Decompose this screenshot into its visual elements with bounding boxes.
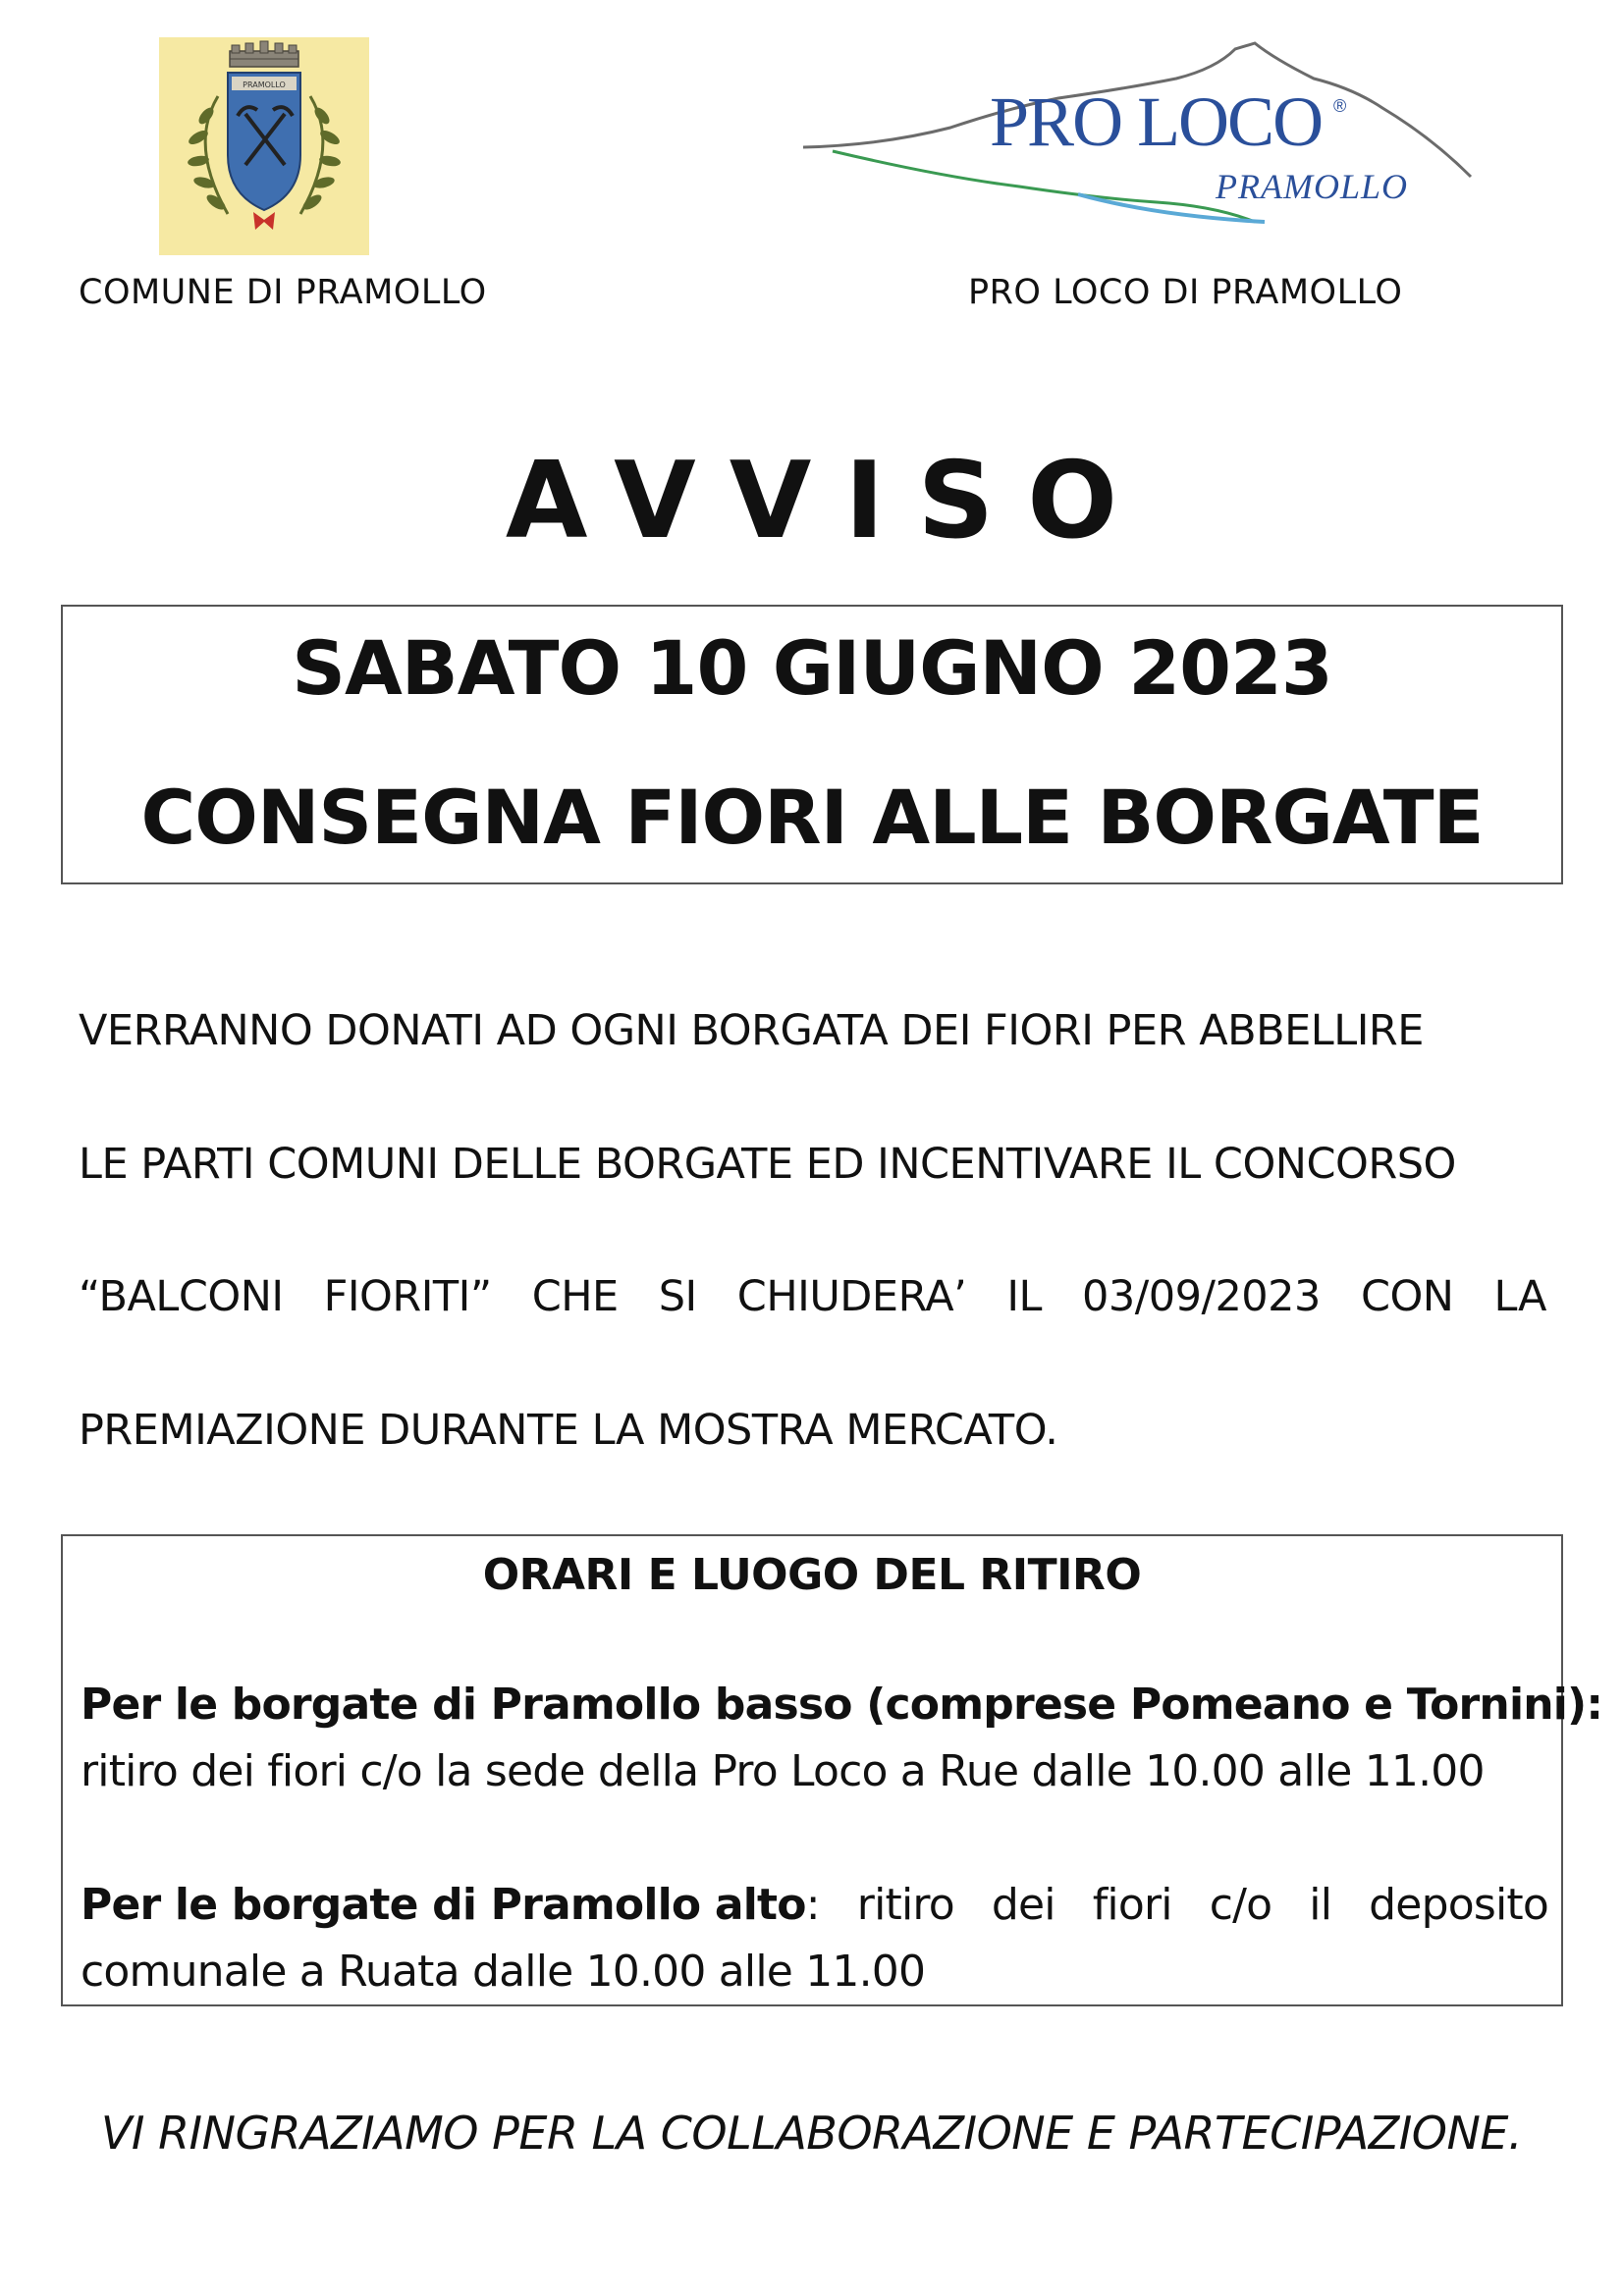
proloco-caption: PRO LOCO DI PRAMOLLO [968,273,1403,312]
body-word: IL [1006,1272,1042,1321]
event-date: SABATO 10 GIUGNO 2023 [292,624,1332,712]
pickup-word: deposito [1369,1880,1548,1930]
event-title: CONSEGNA FIORI ALLE BORGATE [140,774,1484,861]
body-word: SI [658,1272,697,1321]
body-word: CHE [531,1272,619,1321]
body-word: LA [1493,1272,1546,1321]
comune-caption: COMUNE DI PRAMOLLO [79,273,487,312]
event-box [61,605,1563,884]
pickup-alto-heading: Per le borgate di Pramollo alto [81,1880,806,1930]
notice-heading: AVVISO [505,440,1152,562]
proloco-logo [803,29,1490,245]
pickup-box [61,1534,1603,2006]
pickup-alto-line-1: Per le borgate di Pramollo alto: ritiro dei fiori c/o il deposito [81,1880,1548,1930]
pickup-basso-heading [81,1680,1603,1730]
body-word: CHIUDERA’ [736,1272,967,1321]
pickup-word: c/o [1209,1880,1272,1930]
pickup-word: fiori [1092,1880,1172,1930]
pickup-word: ritiro [856,1880,954,1930]
closing-message: VI RINGRAZIAMO PER LA COLLABORAZIONE E PARTECIPAZIONE. [100,2107,1523,2160]
body-line-2: LE PARTI COMUNI DELLE BORGATE ED INCENTIVARE IL CONCORSO [79,1140,1456,1189]
green-wave-icon [833,151,1255,222]
registered-mark: ® [1333,96,1347,116]
body-line-1: VERRANNO DONATI AD OGNI BORGATA DEI FIORI PER ABBELLIRE [79,1006,1424,1055]
body-word: CON [1360,1272,1454,1321]
proloco-logo-subtext: PRAMOLLO [1216,167,1408,206]
body-line-4: PREMIAZIONE DURANTE LA MOSTRA MERCATO. [79,1406,1058,1455]
pickup-alto-line-2: comunale a Ruata dalle 10.00 alle 11.00 [81,1947,926,1997]
body-word: “BALCONI [79,1272,284,1321]
body-word: FIORITI” [323,1272,492,1321]
pickup-word: il [1309,1880,1332,1930]
pickup-title: ORARI E LUOGO DEL RITIRO [482,1550,1142,1600]
proloco-logo-text: PRO LOCO [990,82,1323,161]
crown-icon [230,41,298,67]
coat-of-arms-text: PRAMOLLO [243,80,286,89]
body-line-3 [79,1272,1546,1321]
shield-icon [228,73,300,210]
pickup-word: dei [991,1880,1055,1930]
body-word: 03/09/2023 [1082,1272,1321,1321]
comune-coat-of-arms [159,37,369,255]
pickup-basso-text: ritiro dei fiori c/o la sede della Pro Loco a Rue dalle 10.00 alle 11.00 [81,1746,1485,1796]
pickup-basso-heading-text: Per le borgate di Pramollo basso (comprese Pomeano e Tornini): [81,1680,1603,1730]
